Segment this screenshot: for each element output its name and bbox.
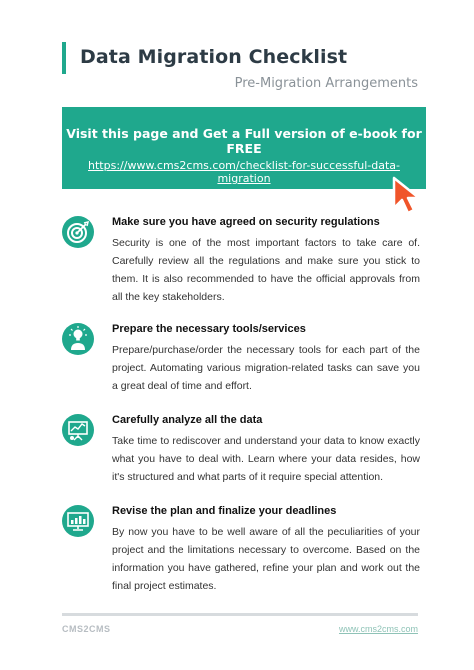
promo-banner (62, 107, 426, 189)
item-body: Prepare/purchase/order the necessary tools for each part of the project. Automating various migration-related tasks can save you a great deal of time and effort. (112, 344, 420, 392)
item-heading: Carefully analyze all the data (112, 414, 263, 426)
lightbulb-person-icon (62, 323, 94, 355)
checklist-item-security (62, 216, 422, 306)
footer-url-link[interactable]: www.cms2cms.com (338, 624, 418, 634)
banner-heading: Visit this page and Get a Full version of e-book for FREE (66, 126, 422, 156)
page-title: Data Migration Checklist (80, 46, 348, 68)
item-body: By now you have to be well aware of all the peculiarities of your project and the limitations necessary to overcome. Based on the information you have gathered, refine your plan and work out the final project estimates. (112, 526, 420, 592)
item-heading: Make sure you have agreed on security regulations (112, 216, 380, 228)
footer-divider (62, 613, 418, 616)
presentation-chart-icon (62, 414, 94, 446)
checklist-item-analyze (62, 414, 422, 484)
checklist-item-tools (62, 323, 422, 393)
item-heading: Revise the plan and finalize your deadlines (112, 505, 337, 517)
ebook-link[interactable]: https://www.cms2cms.com/checklist-for-successful-data-migration (88, 159, 400, 185)
item-heading: Prepare the necessary tools/services (112, 323, 306, 335)
item-body: Take time to rediscover and understand your data to know exactly what you have to deal with. Learn where your data resides, how it's structured and what parts of it require special attention. (112, 435, 420, 483)
footer-brand: CMS2CMS (62, 624, 111, 634)
cursor-arrow-icon (391, 175, 425, 217)
page-subtitle: Pre-Migration Arrangements (234, 76, 418, 91)
monitor-chart-icon (62, 505, 94, 537)
title-accent-bar (62, 42, 66, 74)
target-icon (62, 216, 94, 248)
checklist-item-plan (62, 505, 422, 595)
item-body: Security is one of the most important factors to take care of. Carefully review all the regulations and make sure you stick to them. It is also recommended to have the official approvals from all the key stakeholders. (112, 237, 420, 303)
